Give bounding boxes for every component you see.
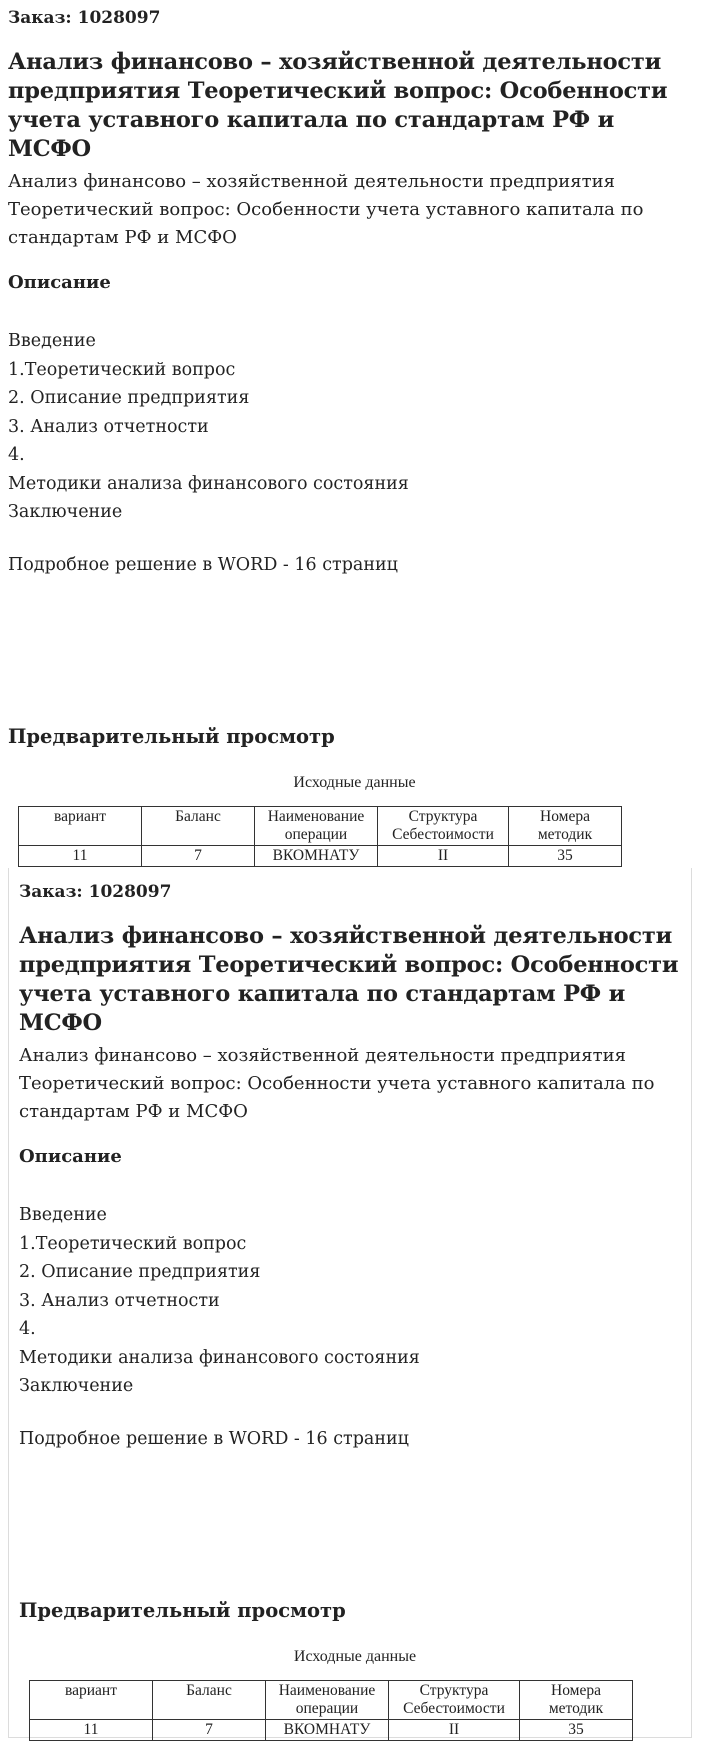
table-cell: 11 <box>30 1719 153 1740</box>
table-cell: 35 <box>520 1719 633 1740</box>
table-cell: 35 <box>509 845 622 866</box>
description-line: 4. <box>19 1319 36 1339</box>
source-data-table <box>29 1680 633 1741</box>
source-data-title: Исходные данные <box>293 1647 417 1665</box>
table-cell: 7 <box>142 845 255 866</box>
description-line: 1.Теоретический вопрос <box>19 1233 247 1254</box>
table-cell: II <box>378 845 509 866</box>
description-line: Заключение <box>8 502 123 522</box>
table-header-row <box>19 806 622 845</box>
description-heading: Описание <box>8 272 111 293</box>
page-subtitle: Анализ финансово – хозяйственной деятельности предприятия Теоретический вопрос: Особенности учета уставного капитала по стандартам РФ и МСФО <box>19 1045 655 1122</box>
page-subtitle: Анализ финансово – хозяйственной деятельности предприятия Теоретический вопрос: Особенности учета уставного капитала по стандартам РФ и МСФО <box>8 171 644 248</box>
table-row <box>30 1719 633 1740</box>
table-cell: 7 <box>153 1719 266 1740</box>
table-cell: ВКОМНАТУ <box>255 845 378 866</box>
table-header-cell: Структура Себестоимости <box>389 1680 520 1719</box>
table-header-cell: Структура Себестоимости <box>378 806 509 845</box>
description-line: 1.Теоретический вопрос <box>8 359 236 380</box>
page-title: Анализ финансово – хозяйственной деятельности предприятия Теоретический вопрос: Особенности учета уставного капитала по стандартам РФ и МСФО <box>8 49 668 162</box>
detail-text: Подробное решение в WORD - 16 страниц <box>19 1428 409 1449</box>
description-line: 4. <box>8 445 25 465</box>
detail-text: Подробное решение в WORD - 16 страниц <box>8 554 398 575</box>
order-card-1 <box>0 0 701 868</box>
table-header-cell: Номера методик <box>520 1680 633 1719</box>
description-line: Введение <box>19 1205 107 1225</box>
table-header-cell: вариант <box>30 1680 153 1719</box>
description-line: Методики анализа финансового состояния <box>8 473 409 494</box>
description-line: Введение <box>8 331 96 351</box>
table-row <box>19 845 622 866</box>
description-heading: Описание <box>19 1146 122 1167</box>
table-header-cell: Номера методик <box>509 806 622 845</box>
preview-heading: Предварительный просмотр <box>19 1598 346 1622</box>
description-line: Методики анализа финансового состояния <box>19 1347 420 1368</box>
description-list <box>19 1201 691 1401</box>
table-cell: II <box>389 1719 520 1740</box>
order-number: Заказ: 1028097 <box>8 8 161 28</box>
description-line: 2. Описание предприятия <box>8 388 250 408</box>
table-cell: 11 <box>19 845 142 866</box>
table-header-cell: Баланс <box>142 806 255 845</box>
table-header-cell: вариант <box>19 806 142 845</box>
table-header-cell: Наименование операции <box>266 1680 389 1719</box>
table-cell: ВКОМНАТУ <box>266 1719 389 1740</box>
description-line: Заключение <box>19 1376 134 1396</box>
source-data-title: Исходные данные <box>293 773 416 791</box>
order-card-2 <box>8 868 692 1738</box>
preview-heading: Предварительный просмотр <box>8 724 335 748</box>
order-number: Заказ: 1028097 <box>19 882 172 902</box>
table-header-cell: Баланс <box>153 1680 266 1719</box>
description-line: 2. Описание предприятия <box>19 1262 261 1282</box>
table-header-row <box>30 1680 633 1719</box>
description-line: 3. Анализ отчетности <box>8 416 209 437</box>
page-title: Анализ финансово – хозяйственной деятельности предприятия Теоретический вопрос: Особенности учета уставного капитала по стандартам РФ и МСФО <box>19 923 679 1036</box>
description-line: 3. Анализ отчетности <box>19 1290 220 1311</box>
description-list <box>8 327 701 527</box>
source-data-table <box>18 806 622 867</box>
table-header-cell: Наименование операции <box>255 806 378 845</box>
